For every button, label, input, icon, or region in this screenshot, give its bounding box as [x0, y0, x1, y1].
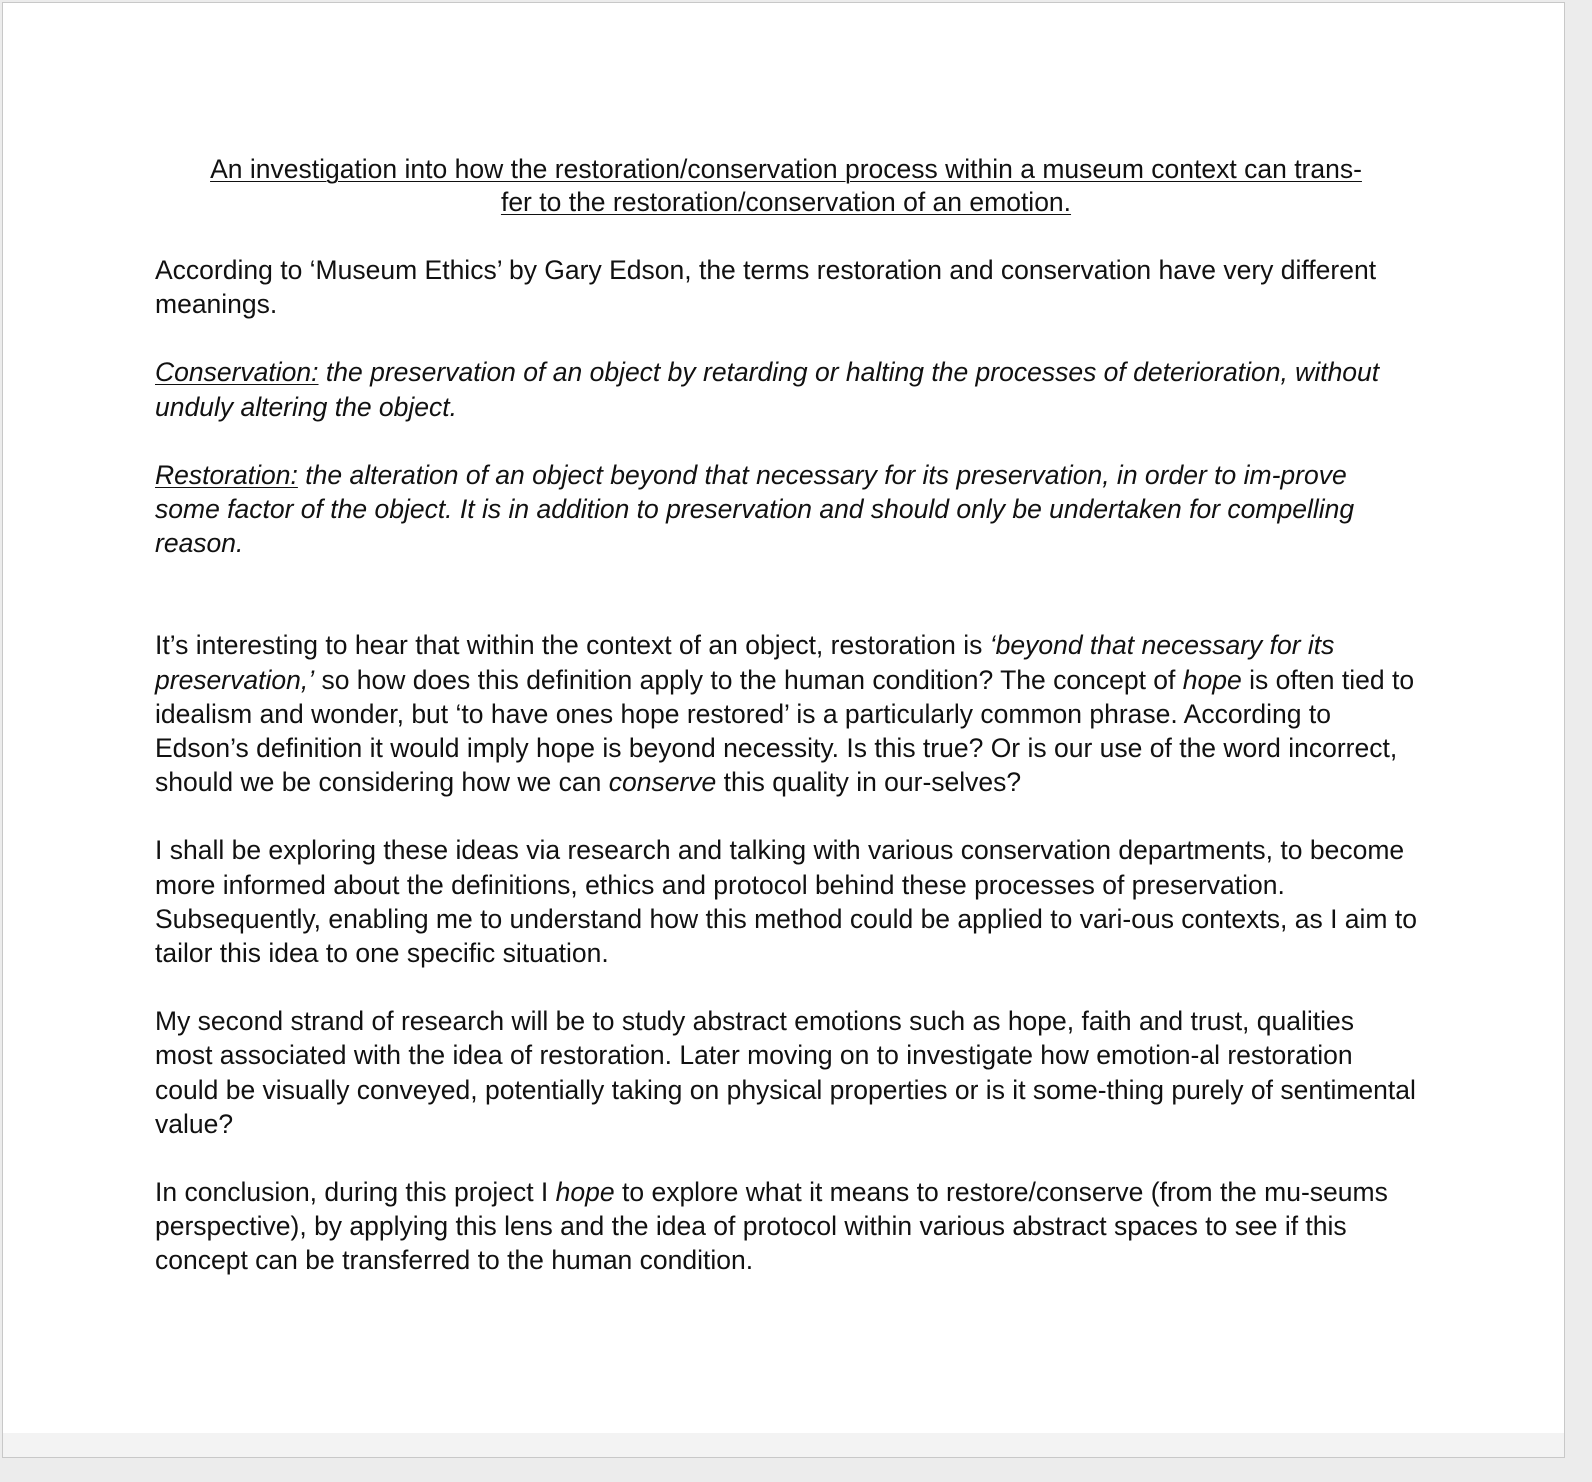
restoration-definition-text: the alteration of an object beyond that necessary for its preservation, in order to im-prove some factor of the object. It is in addition to preservation and should only be undertaken for compelling reason. [155, 459, 1355, 559]
paragraph-text: It’s interesting to hear that within the context of an object, restoration is [155, 630, 990, 661]
paragraph-text: so how does this definition apply to the human condition? The concept of [314, 664, 1183, 695]
paragraph-text: In conclusion, during this project I [155, 1177, 556, 1208]
emphasis-hope: hope [555, 1177, 615, 1208]
spacer [155, 594, 1417, 628]
conservation-term: Conservation: [155, 357, 319, 388]
emphasis-conserve: conserve [608, 767, 717, 798]
document-page [2, 2, 1565, 1458]
document-body [155, 153, 1417, 1312]
page-footer-band [3, 1433, 1564, 1457]
body-paragraph-3: My second strand of research will be to study abstract emotions such as hope, faith and trust, qualities most associated with the idea of restoration. Later moving on to investigate how emotion-al restoration could be visually conveyed, potentially taking on physical properties or is it some-thing purely of sentimental value? [155, 1006, 1416, 1139]
body-paragraph-1 [155, 628, 1417, 799]
paragraph-text: to explore what it means to restore/conserve (from the mu-seums perspective), by applying this lens and the idea of protocol within various abstract spaces to see if this concept can be transferred to the human condition. [155, 1177, 1388, 1276]
intro-paragraph: According to ‘Museum Ethics’ by Gary Edson, the terms restoration and conservation have very different meanings. [155, 255, 1377, 320]
title-line-1: An investigation into how the restoration/conservation process within a museum context can trans- [210, 154, 1362, 184]
body-paragraph-2: I shall be exploring these ideas via research and talking with various conservation departments, to become more informed about the definitions, ethics and protocol behind these processes of preservation. Subsequently, enabling me to understand how this method could be applied to vari-ous contexts, as I aim to tailor this idea to one specific situation. [155, 835, 1417, 969]
paragraph-text: is often tied to idealism and wonder, but ‘to have ones hope restored’ is a particularly common phrase. According to Edson’s definition it would imply hope is beyond necessity. Is this true? Or is our use of the word incorrect, should we be considering how we can [155, 664, 1415, 798]
title-line-2: fer to the restoration/conservation of an emotion. [500, 187, 1072, 217]
conservation-definition [155, 355, 1417, 423]
restoration-term: Restoration: [155, 459, 298, 490]
quoted-definition: ‘beyond that necessary for its preservation,’ [155, 630, 1335, 695]
conservation-definition-text: the preservation of an object by retarding or halting the processes of deterioration, without unduly altering the object. [155, 357, 1380, 422]
conclusion-paragraph [155, 1175, 1417, 1278]
emphasis-hope: hope [1182, 664, 1242, 695]
restoration-definition [155, 458, 1417, 561]
document-title [155, 153, 1417, 219]
paragraph-text: this quality in our-selves? [716, 767, 1022, 798]
